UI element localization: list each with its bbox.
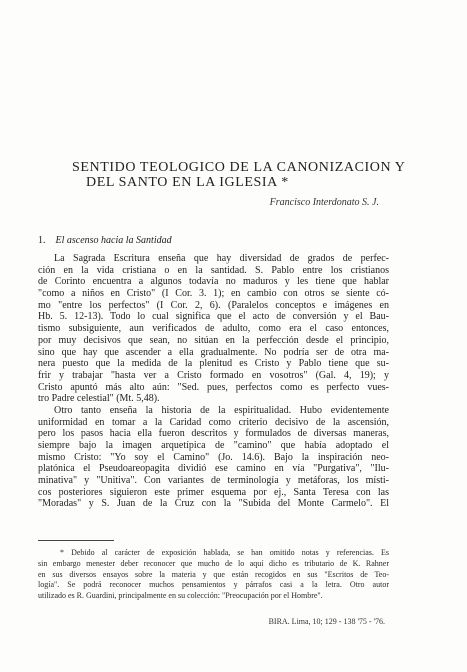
footnote-line: utilizado es R. Guardini, principalmente en su colección: "Preocupación por el Hombre". (38, 591, 323, 601)
journal-citation: BIRA. Lima, 10; 129 - 138 '75 - '76. (268, 617, 385, 626)
author-name: Francisco Interdonato S. J. (269, 197, 379, 208)
text-line: pero los pasos hacia ella fueron descritos y formulados de diversas maneras, (38, 428, 389, 440)
text-line: siempre bajo la imagen arquetípica de "camino" que había adoptado el (38, 440, 389, 451)
text-line: Otro tanto enseña la historia de la espiritualidad. Hubo evidentemente (54, 404, 389, 416)
section-title: El ascenso hacia la Santidad (55, 235, 172, 246)
text-line: platónica el Pseudoareopagita dividió ese camino en vía "Purgativa", "Ilu- (38, 463, 389, 475)
footnote-line: logía". Se podrá reconocer muchos pensamientos y párrafos casi a la letra. Otro autor (38, 580, 389, 590)
text-line: "como a niños en Cristo" (I Cor. 3. 1); en cambio con otros se siente có- (38, 288, 389, 300)
text-line: de Corinto encuentra a algunos todavía no maduros y les tiene que hablar (38, 276, 389, 288)
text-line: Hb. 5. 12-13). Todo lo cual significa que el acto de conversión y el Bau- (38, 311, 389, 323)
text-line: Cristo apuntó más alto aún: "Sed. pues, perfectos como es perfecto vues- (38, 381, 389, 393)
text-line: mismo Cristo: "Yo soy el Camino" (Jo. 14.6). Bajo la inspiración neo- (38, 451, 389, 463)
body-text (38, 253, 389, 510)
article-title (72, 160, 406, 190)
footnote-line: * Debido al carácter de exposición hablada, se han omitido notas y referencias. Es (60, 548, 389, 557)
text-line: frir y trabajar "hasta ver a Cristo formado en vosotros" (Gal. 4, 19); y (38, 369, 389, 381)
text-line: por muy decisivos que sean, no sitúan en la perfección desde el principio, (38, 334, 389, 346)
footnote-divider (38, 540, 114, 541)
footnote-line: en sus diversos ensayos sobre la materia y que están recogidos en sus "Escritos de Teo- (38, 569, 389, 579)
text-line: sino que hay que ascender a ella gradualmente. No podría ser de otra ma- (38, 346, 389, 358)
footnote-line: sin embargo menester deber reconocer que mucho de lo aquí dicho es tributario de K. Rahner (38, 558, 389, 568)
title-line-2: DEL SANTO EN LA IGLESIA * (86, 175, 289, 190)
text-line: uniformidad en tomar a la Caridad como criterio decisivo de la ascensión, (38, 416, 389, 428)
text-line: ción en la vida cristiana o en la santidad. S. Pablo entre los cristianos (38, 264, 389, 276)
text-line: tro Padre celestial" (Mt. 5,48). (38, 393, 160, 405)
section-number: 1. (38, 235, 46, 246)
text-line: minativa" y "Unitiva". Con variantes de terminología y metáforas, los místi- (38, 475, 389, 487)
text-line: nera puesto que la medida de la plenitud es Cristo y Pablo tiene que su- (38, 358, 389, 370)
text-line: tismo subsiguiente, aun verificados de adulto, como era el caso entonces, (38, 323, 389, 335)
section-heading (38, 235, 172, 246)
text-line: La Sagrada Escritura enseña que hay diversidad de grados de perfec- (54, 253, 389, 264)
footnote (38, 548, 389, 602)
text-line: "Moradas" y S. Juan de la Cruz con la "Subida del Monte Carmelo". El (38, 498, 389, 510)
text-line: cos posteriores siguieron este primer esquema por ej., Santa Teresa con las (38, 486, 389, 498)
title-line-1: SENTIDO TEOLOGICO DE LA CANONIZACION Y (72, 160, 406, 175)
text-line: mo "entre los perfectos" (I Cor. 2, 6). (Paralelos conceptos e imágenes en (38, 299, 389, 311)
